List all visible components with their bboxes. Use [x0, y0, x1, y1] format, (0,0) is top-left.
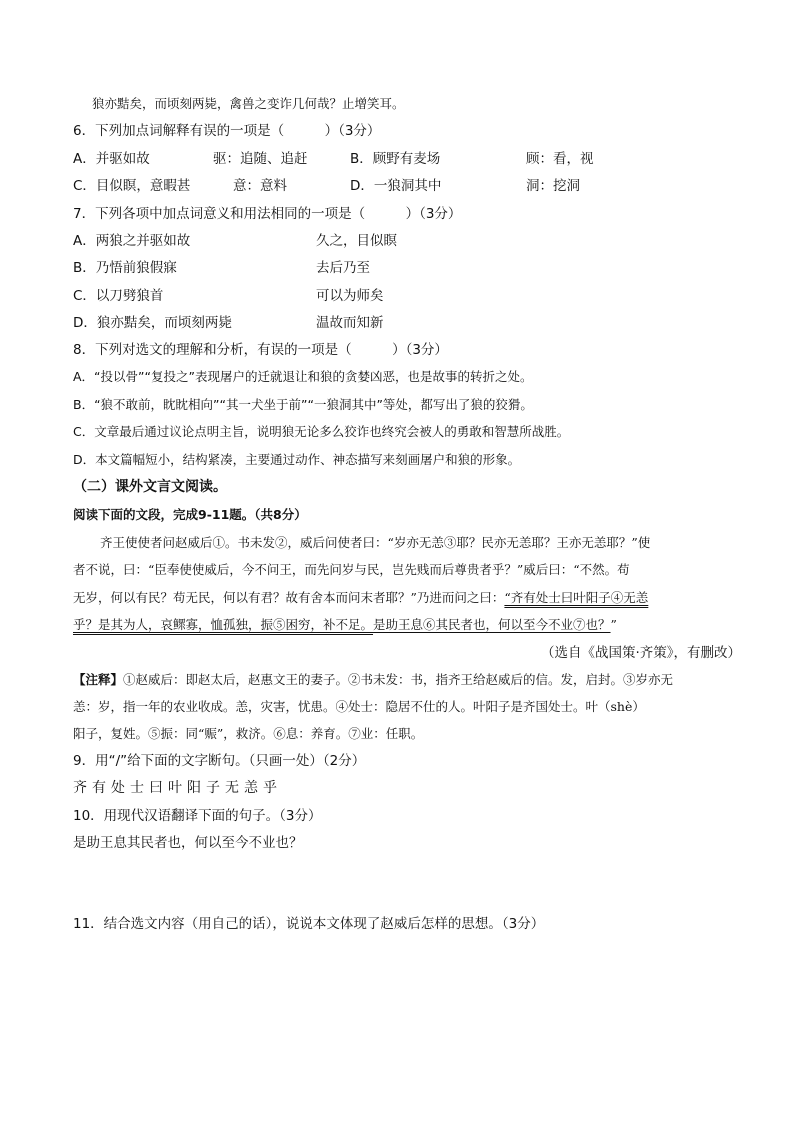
q6-option-d: D．一狼洞其中	[350, 178, 442, 194]
q8-option-a: A．“投以骨”“复投之”表现屠户的迁就退让和狼的贪婪凶恶，也是故事的转折之处。	[73, 369, 533, 384]
notes-line-2: 恙：岁，指一年的农业收成。恙，灾害，忧患。④处士：隐居不仕的人。叶阳子是齐国处士。叶（shè）	[73, 699, 645, 714]
q10-stem: 10．用现代汉语翻译下面的句子。（3分）	[73, 808, 322, 824]
section-instruction: 阅读下面的文段，完成9-11题。（共8分）	[73, 507, 307, 522]
q10-sentence: 是助王息其民者也，何以至今不业也？	[73, 835, 303, 851]
q9-char: 无	[225, 780, 239, 796]
q9-char: 齐	[73, 780, 87, 796]
q7-option-b-pair: 去后乃至	[316, 260, 370, 276]
q9-char: 叶	[168, 780, 182, 796]
passage-line-4-underlined-start: 乎？是其为人，哀鳏寡，恤孤独，振⑤困穷，补不足。	[73, 617, 374, 632]
q6-option-c-note: 意：意料	[233, 178, 287, 194]
q6-option-a: A．并驱如故	[73, 151, 150, 167]
q6-option-b: B．顾野有麦场	[350, 151, 441, 167]
notes-line-3: 阳子，复姓。⑤振：同“赈”，救济。⑥息：养育。⑦业：任职。	[73, 726, 424, 741]
q7-option-a-pair: 久之，目似瞑	[316, 233, 397, 249]
q6-stem: 6．下列加点词解释有误的一项是（ ）（3分）	[73, 123, 381, 139]
q6-option-b-note: 顾：看，视	[526, 151, 594, 167]
q6-option-a-note: 驱：追随、追赶	[213, 151, 308, 167]
q9-char: 士	[130, 780, 144, 796]
q9-char: 曰	[149, 780, 163, 796]
q9-char: 恙	[244, 780, 258, 796]
notes-line-1	[73, 671, 673, 689]
q9-char: 有	[92, 780, 106, 796]
q8-stem: 8．下列对选文的理解和分析，有误的一项是（ ）（3分）	[73, 342, 448, 358]
q7-option-c: C．以刀劈狼首	[73, 288, 164, 304]
passage-line-4-end: ”	[610, 617, 617, 632]
q6-option-c: C．目似瞑，意暇甚	[73, 178, 191, 194]
notes-line-1-text: ①赵威后：即赵太后，赵惠文王的妻子。②书未发：书，指齐王给赵威后的信。发，启封。③岁亦无	[123, 672, 674, 687]
q9-char: 乎	[263, 780, 277, 796]
q7-option-a: A．两狼之并驱如故	[73, 233, 191, 249]
passage-line-3	[73, 589, 648, 607]
q9-char: 子	[206, 780, 220, 796]
q8-option-c: C．文章最后通过议论点明主旨，说明狼无论多么狡诈也终究会被人的勇敢和智慧所战胜。	[73, 424, 570, 439]
intro-tail-text: 狼亦黠矣，而顷刻两毙，禽兽之变诈几何哉？止增笑耳。	[92, 96, 405, 111]
passage-line-4	[73, 616, 617, 634]
notes-label: 【注释】	[73, 672, 124, 687]
q9-char: 处	[111, 780, 125, 796]
section-title: （二）课外文言文阅读。	[73, 479, 227, 495]
q11-stem: 11．结合选文内容（用自己的话），说说本文体现了赵威后怎样的思想。（3分）	[73, 916, 545, 932]
passage-line-2: 者不说，曰：“臣奉使使威后，今不问王，而先问岁与民，岂先贱而后尊贵者乎？”威后曰：“不然。苟	[73, 562, 630, 577]
q9-character-row	[73, 779, 282, 797]
passage-wavy-underline: “齐有处士曰叶阳子④无恙	[504, 590, 649, 605]
passage-line-4-underlined-sentence: 是助王息⑥其民者也，何以至今不业⑦也？	[373, 617, 611, 632]
passage-line-3-text: 无岁，何以有民？苟无民，何以有君？故有舍本而问末者耶？”乃进而问之曰：	[73, 590, 505, 605]
q9-stem: 9．用“/”给下面的文字断句。（只画一处）（2分）	[73, 753, 366, 769]
q7-option-d-pair: 温故而知新	[316, 315, 384, 331]
q8-option-d: D．本文篇幅短小，结构紧凑，主要通过动作、神态描写来刻画屠户和狼的形象。	[73, 452, 521, 467]
q7-option-c-pair: 可以为师矣	[316, 288, 384, 304]
q6-option-d-note: 洞：挖洞	[526, 178, 580, 194]
q7-stem: 7．下列各项中加点词意义和用法相同的一项是（ ）（3分）	[73, 206, 462, 222]
q9-char: 阳	[187, 780, 201, 796]
q8-option-b: B．“狼不敢前，眈眈相向”“其一犬坐于前”“一狼洞其中”等处，都写出了狼的狡猾。	[73, 397, 533, 412]
q7-option-d: D．狼亦黠矣，而顷刻两毙	[73, 315, 232, 331]
passage-source: （选自《战国策·齐策》，有删改）	[541, 645, 742, 661]
passage-line-1: 齐王使使者问赵威后①。书未发②，威后问使者曰：“岁亦无恙③耶？民亦无恙耶？王亦无恙耶？”使	[100, 535, 651, 550]
q7-option-b: B．乃悟前狼假寐	[73, 260, 177, 276]
